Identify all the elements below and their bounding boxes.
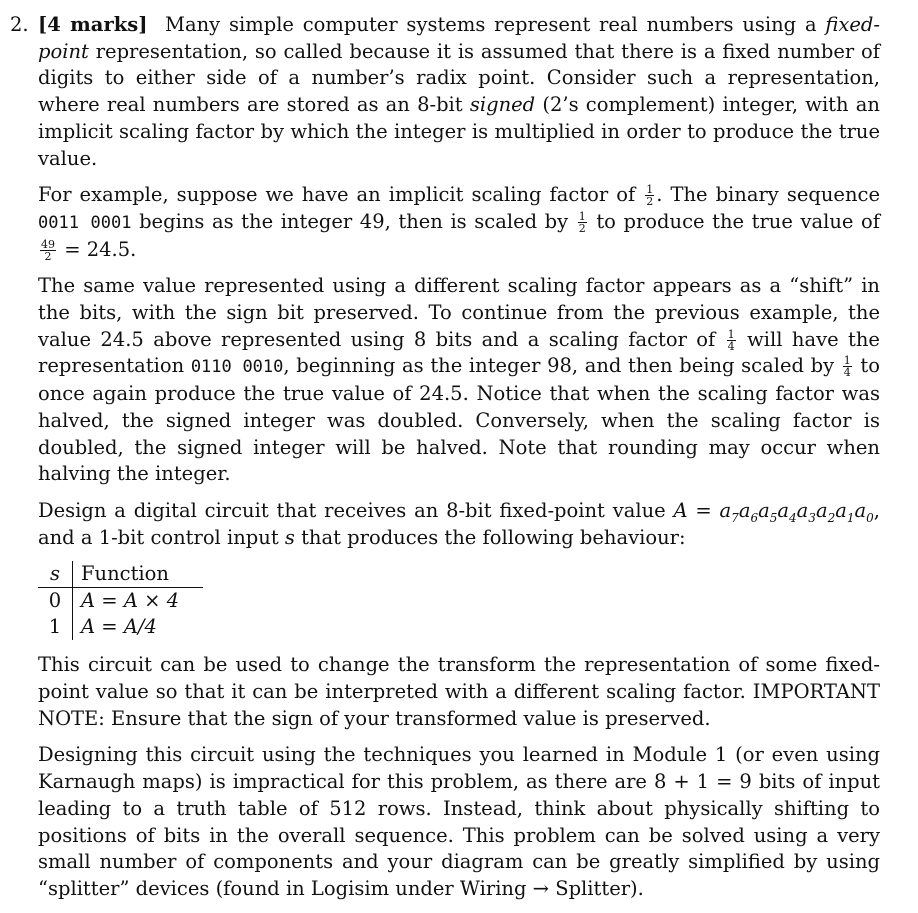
variable-s: s	[284, 525, 295, 549]
paragraph-design: Design a digital circuit that receives an 8-bit fixed-point value $A = a_7a_6a_5a_4a_3a_2a_1a_0$, and a 1-bit control input s that produces the following behaviour:	[38, 498, 880, 549]
binary-sequence: 0011 0001	[38, 212, 132, 233]
binary-sequence: 0110 0010	[190, 357, 284, 378]
table-cell-s: 0	[38, 588, 73, 615]
function-table	[38, 561, 203, 640]
paragraph-example: For example, suppose we have an implicit scaling factor of $\frac{1}{2}$ . The binary sequence 0011 0001 begins as the integer 49, then is scaled by $\frac{1}{2}$ to produce the true value of $\frac{49}{2}$ = 24.5.	[38, 183, 880, 263]
table-header-function: Function	[73, 561, 204, 588]
fraction-49-over-2: $\frac{49}{2}$	[41, 237, 55, 263]
table-header-row	[38, 561, 203, 588]
bit-sequence: $a_7a_6a_5a_4a_3a_2a_1a_0$	[719, 498, 874, 525]
table-row	[38, 588, 203, 615]
paragraph-intro: [4 marks] Many simple computer systems represent real numbers using a fixed-point representation, so called because it is assumed that there is a fixed number of digits to either side of a number’s radix point. Consider such a representation, where real numbers are stored as an 8-bit signed (2’s complement) integer, with an implicit scaling factor by which the integer is multiplied in order to produce the true value.	[38, 13, 880, 170]
marks-label: [4 marks]	[38, 13, 148, 36]
variable-A: A	[673, 498, 688, 522]
paragraph-usage: This circuit can be used to change the transform the representation of some fixed-point value so that it can be interpreted with a different scaling factor. IMPORTANT NOTE: Ensure that the sign of your transformed value is preserved.	[38, 653, 880, 730]
emphasis-signed: signed	[469, 93, 536, 117]
fraction-one-quarter: $\frac{1}{4}$	[727, 327, 735, 353]
question-number: 2.	[10, 13, 29, 36]
paragraph-hint: Designing this circuit using the techniques you learned in Module 1 (or even using Karnaugh maps) is impractical for this problem, as there are 8 + 1 = 9 bits of input leading to a truth table of 512 rows. Instead, think about physically shifting to positions of bits in the overall sequence. This problem can be solved using a very small number of components and your diagram can be greatly simplified by using “splitter” devices (found in Logisim under Wiring → Splitter).	[38, 743, 880, 900]
table-row	[38, 614, 203, 640]
fraction-one-half: $\frac{1}{2}$	[578, 209, 586, 235]
table-cell-function: A = A/4	[81, 615, 157, 639]
emphasis-fixed-point: fixed-point	[38, 13, 880, 63]
table-cell-s: 1	[38, 614, 73, 640]
fraction-one-half: $\frac{1}{2}$	[646, 183, 654, 209]
question-body	[38, 12, 880, 913]
table-cell-function: A = A × 4	[81, 589, 180, 613]
fraction-one-quarter: $\frac{1}{4}$	[843, 354, 851, 380]
paragraph-shift: The same value represented using a different scaling factor appears as a “shift” in the bits, with the sign bit preserved. To continue from the previous example, the value 24.5 above represented using 8 bits and a scaling factor of $\frac{1}{4}$ will have the representation 0110 0010, beginning as the integer 98, and then being scaled by $\frac{1}{4}$ to once again produce the true value of 24.5. Notice that when the scaling factor was halved, the signed integer was doubled. Conversely, when the scaling factor is doubled, the signed integer will be halved. Note that rounding may occur when halving the integer.	[38, 274, 881, 486]
table-header-s: s	[38, 561, 73, 588]
